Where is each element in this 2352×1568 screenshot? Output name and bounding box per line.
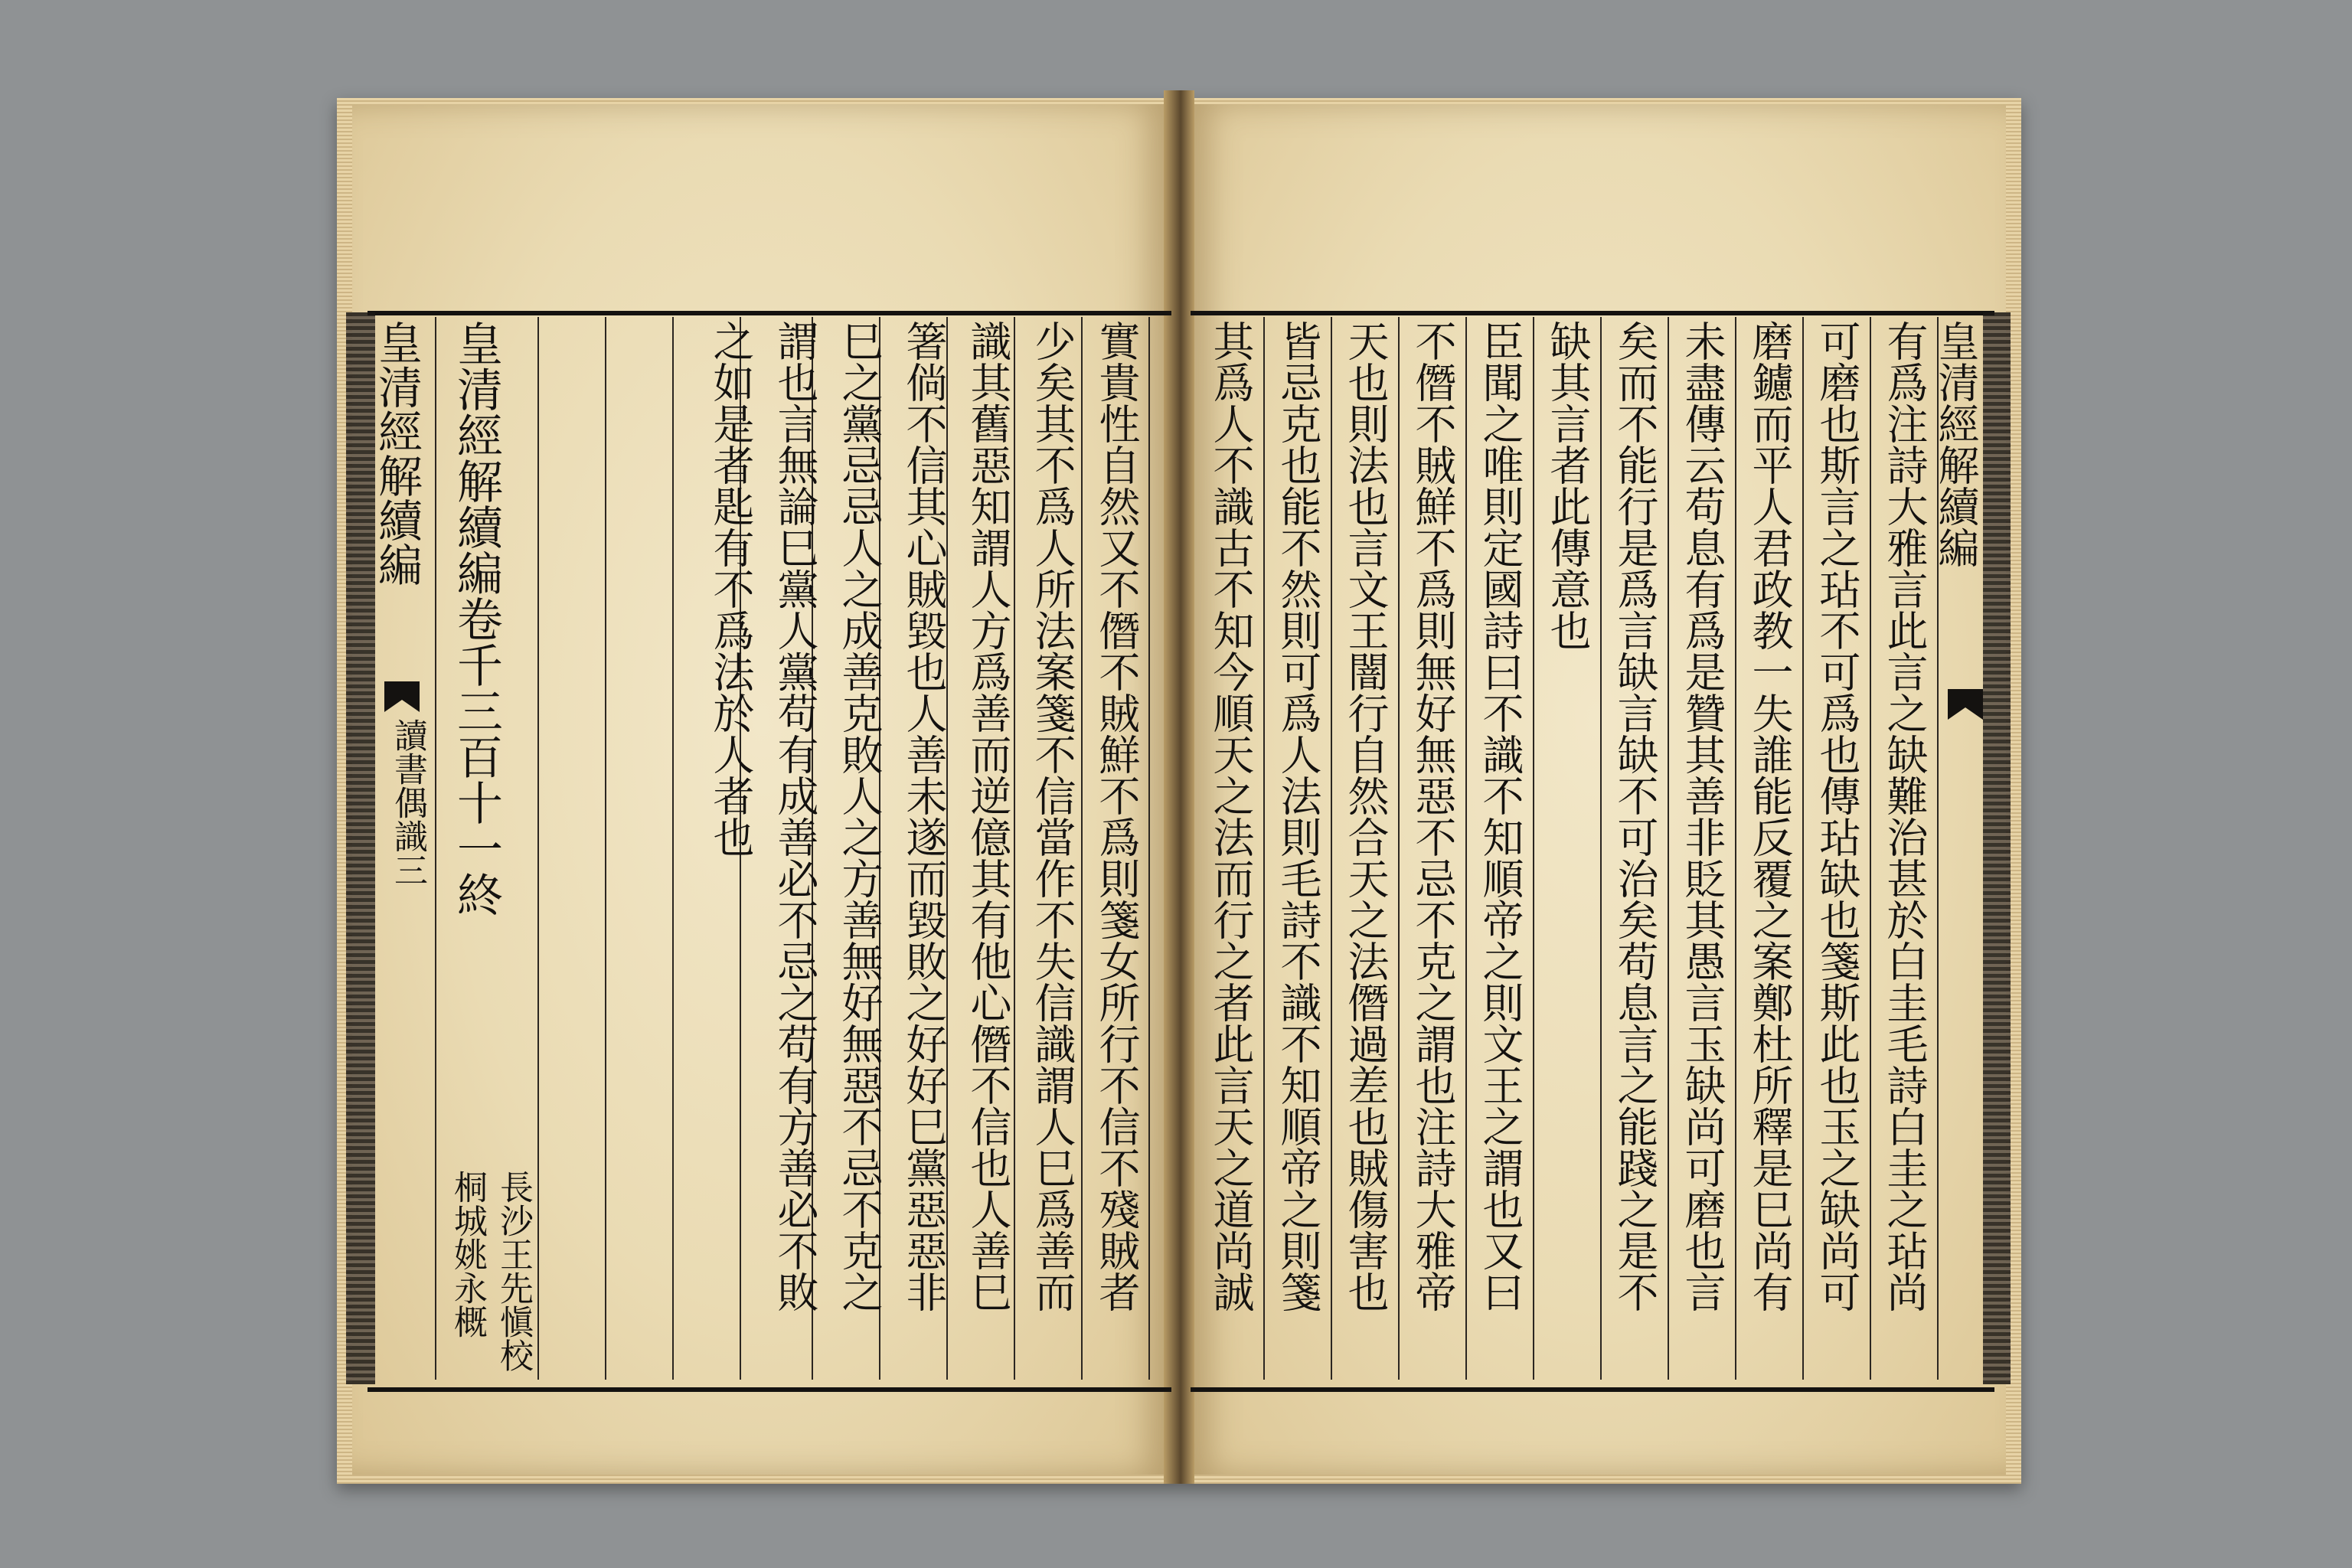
colophon-line-1: 桐城姚永概: [448, 1170, 487, 1338]
column-rule: [1263, 317, 1265, 1380]
left-text-column-7: 之如是者匙有不爲法於人者也: [707, 320, 755, 858]
left-margin-subtitle: 讀書偶識三: [388, 718, 427, 887]
right-text-column-3: 磨鑢而平人君政教一失誰能反覆之案鄭杜所釋是巳尚有: [1746, 320, 1794, 1312]
open-book: [337, 90, 2021, 1484]
column-rule: [1600, 317, 1602, 1380]
left-margin-title: 皇清經解續編: [371, 320, 423, 586]
column-rule: [1331, 317, 1332, 1380]
left-text-column-6: 謂也言無論巳黨人黨苟有成善必不忌之苟有方善必不敗: [771, 320, 819, 1312]
column-rule: [1465, 317, 1467, 1380]
column-rule: [537, 317, 539, 1380]
column-rule: [1802, 317, 1804, 1380]
column-rule: [1533, 317, 1534, 1380]
volume-end-line: 皇清經解續編卷千三百十一終: [449, 320, 503, 917]
right-text-column-7: 臣聞之唯則定國詩曰不識不知順帝之則文王之謂也又曰: [1476, 320, 1524, 1312]
right-text-column-4: 未盡傳云苟息有爲是贊其善非貶其愚言玉缺尚可磨也言: [1678, 320, 1726, 1312]
colophon-line-2: 長沙王先愼校: [494, 1170, 533, 1372]
column-rule: [1398, 317, 1400, 1380]
left-text-column-2: 少矣其不爲人所法案箋不信當作不失信識謂人巳爲善而: [1028, 320, 1076, 1312]
left-text-column-3: 識其舊惡知謂人方爲善而逆億其有他心僭不信也人善巳: [964, 320, 1012, 1312]
left-text-column-1: 實貴性自然又不僭不賊鮮不爲則箋女所行不信不殘賊者: [1093, 320, 1141, 1312]
right-text-column-2: 可磨也斯言之玷不可爲也傳玷缺也箋斯此也玉之缺尚可: [1813, 320, 1861, 1312]
column-rule: [605, 317, 606, 1380]
right-text-column-1: 有爲注詩大雅言此言之缺難治甚於白圭毛詩白圭之玷尚: [1880, 320, 1929, 1312]
left-text-column-4: 箸倘不信其心賊毀也人善未遂而毀敗之好好巳黨惡惡非: [900, 320, 948, 1312]
right-text-column-8: 不僭不賊鮮不爲則無好無惡不忌不克之謂也注詩大雅帝: [1409, 320, 1457, 1312]
right-margin-title: 皇清經解續編: [1932, 320, 1980, 568]
right-edge-ink: [1983, 312, 2011, 1384]
right-text-column-6: 缺其言者此傳意也: [1544, 320, 1592, 651]
column-rule: [1668, 317, 1669, 1380]
right-text-column-10: 皆忌克也能不然則可爲人法則毛詩不識不知順帝之則箋: [1274, 320, 1322, 1312]
column-rule: [435, 317, 436, 1380]
right-text-column-5: 矣而不能行是爲言缺言缺不可治矣苟息言之能踐之是不: [1611, 320, 1659, 1312]
right-text-column-9: 天也則法也言文王闇行自然合天之法僭過差也賊傷害也: [1341, 320, 1390, 1312]
column-rule: [1735, 317, 1736, 1380]
column-rule: [1148, 317, 1150, 1380]
column-rule: [1870, 317, 1871, 1380]
right-text-column-11: 其爲人不識古不知今順天之法而行之者此言天之道尚誠: [1207, 320, 1255, 1312]
column-rule: [672, 317, 674, 1380]
left-text-column-5: 巳之黨忌忌人之成善克敗人之方善無好無惡不忌不克之: [835, 320, 884, 1312]
